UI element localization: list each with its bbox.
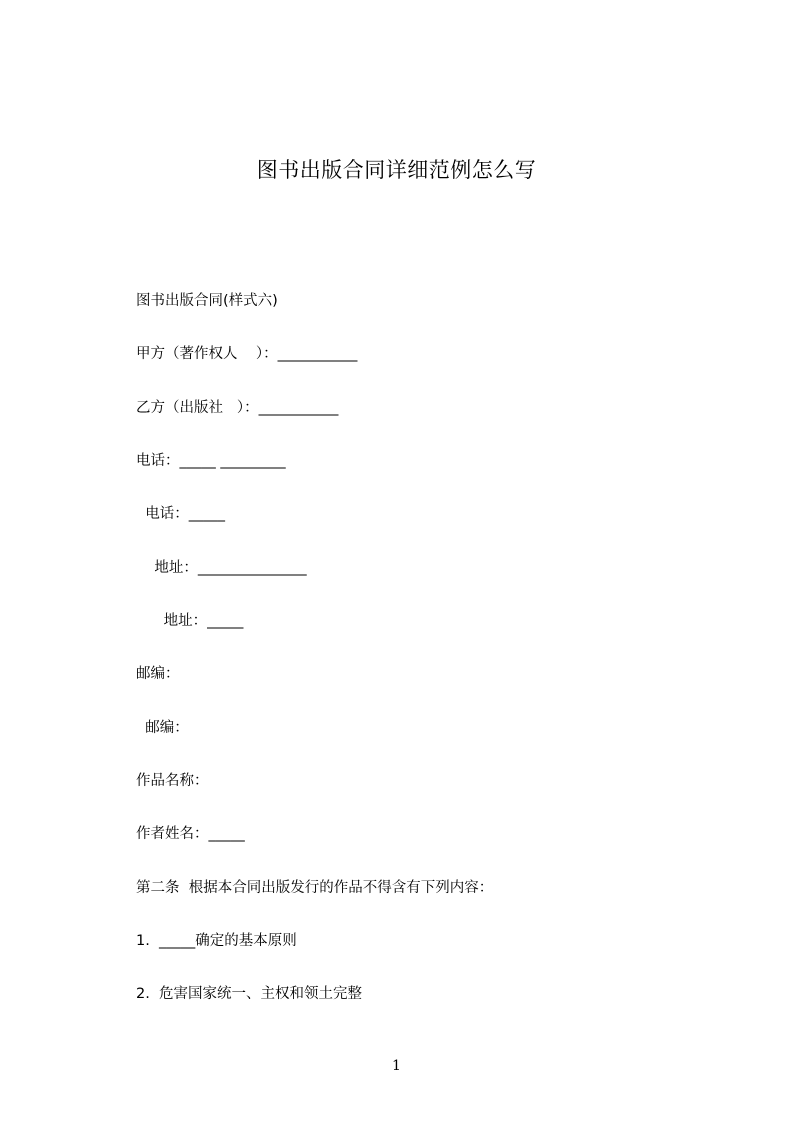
article-two-line: 第二条 根据本合同出版发行的作品不得含有下列内容： <box>136 880 494 896</box>
contract-subtitle: 图书出版合同(样式六) <box>136 293 278 309</box>
address-line-1: 地址：_______________ <box>136 560 307 576</box>
phone-line-2: 电话：_____ <box>136 506 225 522</box>
list-item-1: 1. _____确定的基本原则 <box>136 933 297 949</box>
postcode-line-1: 邮编： <box>136 666 180 682</box>
work-title-line: 作品名称： <box>136 773 209 789</box>
document-title: 图书出版合同详细范例怎么写 <box>256 158 537 183</box>
author-name-line: 作者姓名：_____ <box>136 826 245 842</box>
list-item-2: 2. 危害国家统一、主权和领土完整 <box>136 986 363 1002</box>
party-b-line: 乙方（出版社 ）：___________ <box>136 400 339 416</box>
party-a-line: 甲方（著作权人 ）：___________ <box>136 346 358 362</box>
page-number: 1 <box>392 1058 401 1074</box>
postcode-line-2: 邮编： <box>136 720 189 736</box>
phone-line-1: 电话：_____ _________ <box>136 453 286 469</box>
address-line-2: 地址：_____ <box>136 613 244 629</box>
